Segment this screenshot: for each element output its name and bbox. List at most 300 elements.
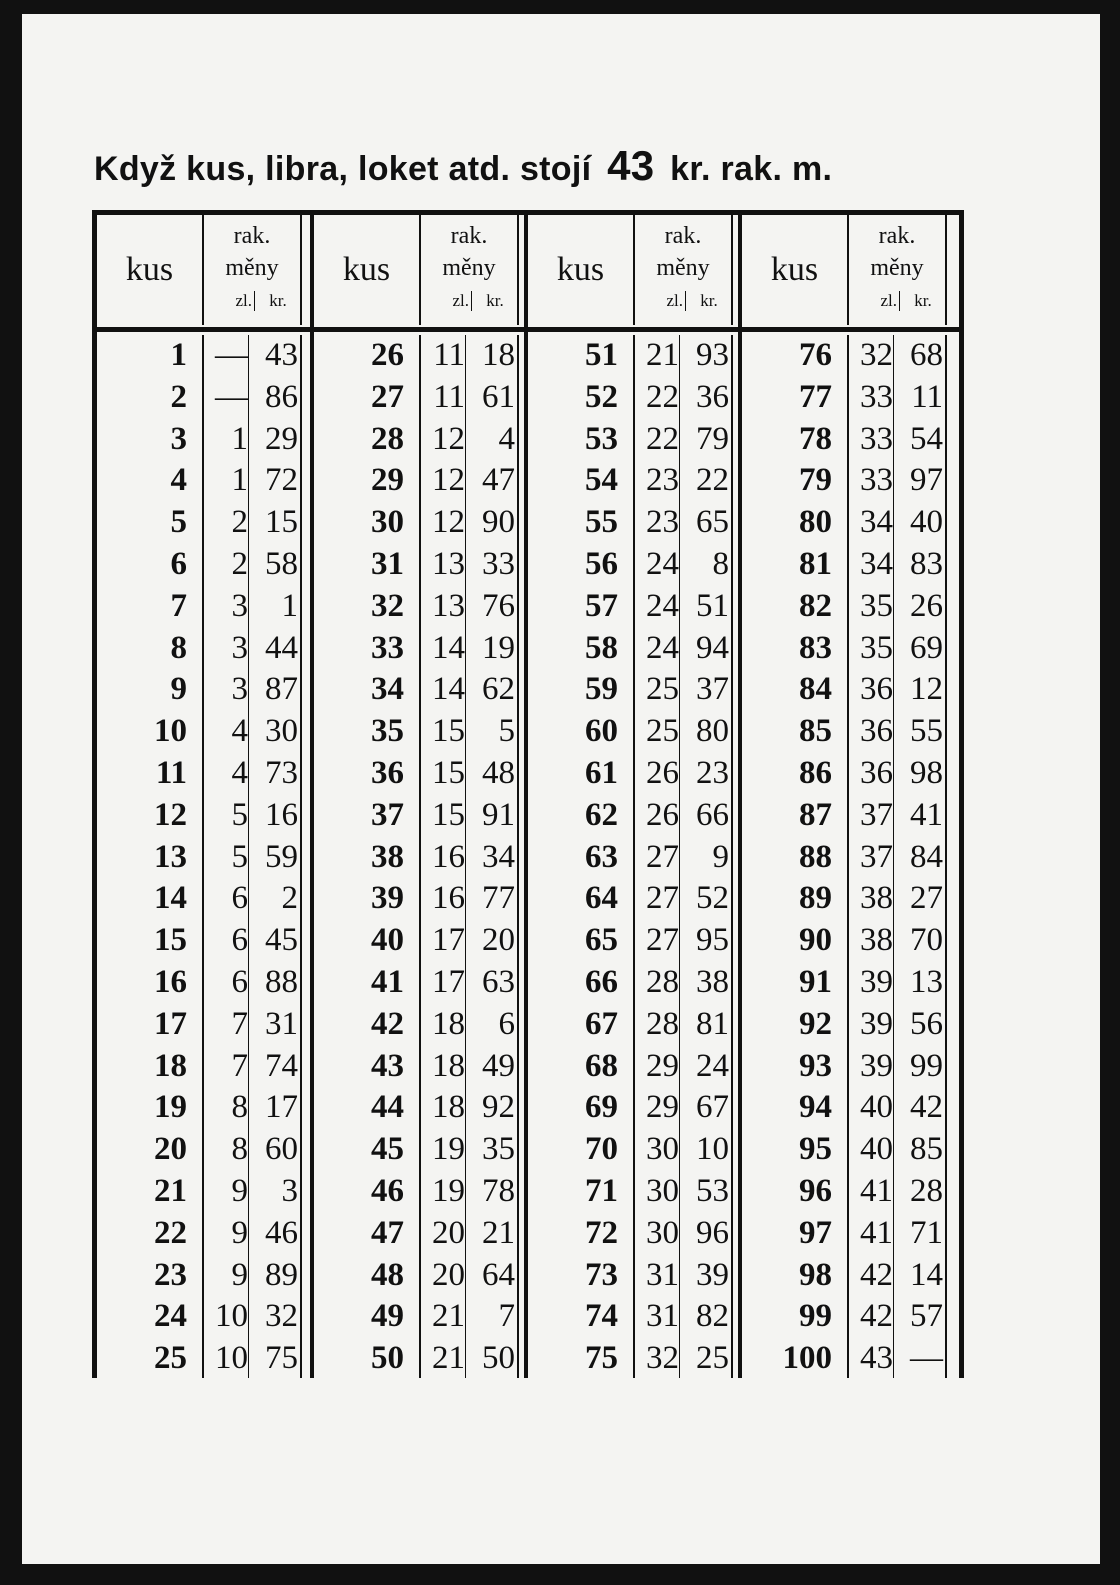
table-row (314, 1004, 528, 1046)
row-kus: 37 (371, 796, 404, 833)
row-kr: 58 (265, 545, 298, 582)
header-kr: kr. (899, 291, 946, 311)
row-kus: 77 (799, 378, 832, 415)
row-kr: 26 (910, 587, 943, 624)
title-suffix: kr. rak. m. (670, 150, 833, 188)
table-rows (528, 335, 742, 1380)
table-row (742, 1171, 963, 1213)
row-zl: 5 (231, 838, 248, 875)
header-kr: kr. (471, 291, 518, 311)
row-kr: 7 (498, 1298, 515, 1335)
table-row (742, 669, 963, 711)
table-row (314, 1296, 528, 1338)
row-kus: 11 (155, 754, 187, 791)
row-kus: 1 (170, 337, 187, 373)
table-row (742, 377, 963, 419)
row-kr: 54 (910, 420, 943, 457)
row-zl: 20 (432, 1256, 465, 1293)
table-row (528, 962, 742, 1004)
row-zl: 29 (646, 1047, 679, 1084)
row-kus: 8 (170, 629, 187, 666)
row-kus: 32 (371, 587, 404, 624)
row-kr: 18 (482, 337, 515, 373)
row-zl: 30 (646, 1172, 679, 1209)
header-zl: zl. (666, 291, 683, 310)
row-kus: 87 (799, 796, 832, 833)
row-kus: 66 (585, 963, 618, 1000)
table-row (528, 669, 742, 711)
table-row (528, 460, 742, 502)
row-kus: 90 (799, 922, 832, 959)
row-zl: 27 (646, 922, 679, 959)
row-kr: 2 (281, 880, 298, 917)
table-row (314, 1213, 528, 1255)
header-rak: rak. (450, 223, 488, 249)
row-kus: 3 (170, 420, 187, 457)
row-zl: 11 (433, 378, 465, 415)
row-zl: 19 (432, 1172, 465, 1209)
row-kus: 83 (799, 629, 832, 666)
row-zl: 32 (646, 1340, 679, 1377)
table-row (742, 1087, 963, 1129)
table-row (97, 753, 310, 795)
header-currency (847, 215, 947, 325)
row-zl: 39 (860, 1005, 893, 1042)
row-zl: 18 (432, 1005, 465, 1042)
row-kr: 1 (281, 587, 298, 624)
row-kr: 42 (910, 1089, 943, 1126)
row-kr: 78 (482, 1172, 515, 1209)
table-rows (314, 335, 528, 1380)
table-row (528, 377, 742, 419)
table-row (97, 502, 310, 544)
table-row (97, 460, 310, 502)
row-kr: 46 (265, 1214, 298, 1251)
row-kr: 51 (696, 587, 729, 624)
header-kr: kr. (254, 291, 301, 311)
table-row (528, 586, 742, 628)
row-kr: 96 (696, 1214, 729, 1251)
row-kus: 35 (371, 713, 404, 750)
row-zl: 30 (646, 1214, 679, 1251)
row-zl: 13 (432, 545, 465, 582)
row-kus: 45 (371, 1131, 404, 1168)
row-zl: 2 (231, 504, 248, 541)
row-kr: 17 (265, 1089, 298, 1126)
table-row (97, 335, 310, 377)
row-kr: 3 (281, 1172, 298, 1209)
table-row (528, 1004, 742, 1046)
row-zl: 36 (860, 754, 893, 791)
row-zl: 33 (860, 420, 893, 457)
row-kus: 75 (585, 1340, 618, 1377)
row-kus: 23 (154, 1256, 187, 1293)
row-kus: 60 (585, 713, 618, 750)
table-row (742, 878, 963, 920)
row-kr: 64 (482, 1256, 515, 1293)
row-kr: 50 (482, 1340, 515, 1377)
table-block (524, 215, 742, 1378)
row-kus: 21 (154, 1172, 187, 1209)
table-row (314, 1338, 528, 1380)
row-zl: 25 (646, 713, 679, 750)
row-zl: 22 (646, 420, 679, 457)
table-row (742, 460, 963, 502)
row-zl: — (215, 378, 248, 415)
row-kus: 13 (154, 838, 187, 875)
table-block (310, 215, 528, 1378)
row-kus: 63 (585, 838, 618, 875)
header-units (421, 291, 517, 319)
row-kr: 23 (696, 754, 729, 791)
row-zl: 36 (860, 671, 893, 708)
row-zl: 31 (646, 1256, 679, 1293)
table-row (97, 544, 310, 586)
row-kus: 20 (154, 1131, 187, 1168)
row-zl: 40 (860, 1131, 893, 1168)
table-row (314, 920, 528, 962)
row-zl: 42 (860, 1298, 893, 1335)
table-row (97, 1255, 310, 1297)
row-kus: 50 (371, 1340, 404, 1377)
table-row (742, 837, 963, 879)
row-zl: 32 (860, 337, 893, 373)
row-kus: 14 (154, 880, 187, 917)
row-kus: 24 (154, 1298, 187, 1335)
title-prefix: Když kus, libra, loket atd. stojí (94, 150, 592, 188)
header-rule (314, 327, 528, 332)
row-kr: 44 (265, 629, 298, 666)
row-kr: 85 (910, 1131, 943, 1168)
row-kus: 29 (371, 462, 404, 499)
row-kus: 47 (371, 1214, 404, 1251)
row-kr: 20 (482, 922, 515, 959)
row-zl: 29 (646, 1089, 679, 1126)
row-kr: 91 (482, 796, 515, 833)
row-kr: 9 (712, 838, 729, 875)
row-kus: 55 (585, 504, 618, 541)
row-kus: 82 (799, 587, 832, 624)
row-zl: 4 (231, 713, 248, 750)
table-row (97, 795, 310, 837)
table-row (314, 419, 528, 461)
table-row (314, 1046, 528, 1088)
row-zl: 26 (646, 754, 679, 791)
row-kr: 13 (910, 963, 943, 1000)
row-kus: 64 (585, 880, 618, 917)
row-kr: 10 (696, 1131, 729, 1168)
row-zl: 42 (860, 1256, 893, 1293)
row-kus: 97 (799, 1214, 832, 1251)
row-zl: 34 (860, 545, 893, 582)
row-zl: 40 (860, 1089, 893, 1126)
row-zl: 16 (432, 838, 465, 875)
row-kus: 70 (585, 1131, 618, 1168)
table-row (742, 962, 963, 1004)
row-kr: 69 (910, 629, 943, 666)
table-row (742, 419, 963, 461)
table-row (742, 753, 963, 795)
table-row (742, 586, 963, 628)
row-kus: 57 (585, 587, 618, 624)
table-row (742, 1129, 963, 1171)
row-kus: 84 (799, 671, 832, 708)
table-row (742, 1213, 963, 1255)
header-rule (97, 327, 310, 332)
table-row (528, 1213, 742, 1255)
row-kus: 81 (799, 545, 832, 582)
row-zl: 12 (432, 504, 465, 541)
row-kus: 34 (371, 671, 404, 708)
row-zl: 9 (231, 1214, 248, 1251)
table-row (528, 920, 742, 962)
row-kr: 33 (482, 545, 515, 582)
row-kr: 95 (696, 922, 729, 959)
row-kr: 66 (696, 796, 729, 833)
row-zl: 36 (860, 713, 893, 750)
header-zl: zl. (452, 291, 469, 310)
row-kus: 92 (799, 1005, 832, 1042)
row-kr: 89 (265, 1256, 298, 1293)
table-rows (97, 335, 310, 1380)
row-kr: 62 (482, 671, 515, 708)
row-kr: 82 (696, 1298, 729, 1335)
row-kr: 37 (696, 671, 729, 708)
row-zl: 3 (231, 629, 248, 666)
row-zl: 8 (231, 1131, 248, 1168)
row-kus: 100 (782, 1340, 832, 1377)
row-kr: 56 (910, 1005, 943, 1042)
row-zl: 7 (231, 1047, 248, 1084)
row-zl: 19 (432, 1131, 465, 1168)
row-zl: 15 (432, 796, 465, 833)
row-zl: 38 (860, 880, 893, 917)
table-row (528, 1129, 742, 1171)
header-zl: zl. (235, 291, 252, 310)
row-kr: — (910, 1340, 943, 1377)
row-zl: 10 (215, 1298, 248, 1335)
row-zl: 35 (860, 629, 893, 666)
table-rows (742, 335, 963, 1380)
row-kus: 61 (585, 754, 618, 791)
table-row (97, 920, 310, 962)
row-zl: 12 (432, 420, 465, 457)
row-kr: 19 (482, 629, 515, 666)
row-kr: 79 (696, 420, 729, 457)
table-row (97, 878, 310, 920)
row-zl: 11 (433, 337, 465, 373)
table-block (738, 215, 963, 1378)
table-row (742, 1255, 963, 1297)
row-kus: 5 (170, 504, 187, 541)
table-row (314, 962, 528, 1004)
table-row (528, 1046, 742, 1088)
row-zl: 1 (231, 462, 248, 499)
row-kus: 38 (371, 838, 404, 875)
table-row (97, 1046, 310, 1088)
row-kus: 93 (799, 1047, 832, 1084)
row-kr: 94 (696, 629, 729, 666)
row-kus: 91 (799, 963, 832, 1000)
table-row (314, 460, 528, 502)
row-kr: 98 (910, 754, 943, 791)
page-title (94, 142, 994, 202)
row-kr: 93 (696, 337, 729, 373)
row-zl: 1 (231, 420, 248, 457)
row-zl: 28 (646, 1005, 679, 1042)
row-kus: 72 (585, 1214, 618, 1251)
header-meny: měny (442, 255, 496, 281)
row-kus: 80 (799, 504, 832, 541)
table-row (742, 502, 963, 544)
row-kr: 71 (910, 1214, 943, 1251)
table-row (97, 1171, 310, 1213)
row-zl: 3 (231, 671, 248, 708)
table-row (742, 1046, 963, 1088)
row-zl: 24 (646, 545, 679, 582)
row-zl: 14 (432, 629, 465, 666)
row-zl: 22 (646, 378, 679, 415)
row-kus: 18 (154, 1047, 187, 1084)
row-kr: 75 (265, 1340, 298, 1377)
table-row (528, 878, 742, 920)
row-kus: 2 (170, 378, 187, 415)
header-kus: kus (770, 251, 819, 288)
header-kus: kus (556, 251, 605, 288)
table-row (314, 837, 528, 879)
row-zl: — (215, 337, 248, 373)
row-kus: 25 (154, 1340, 187, 1377)
table-row (314, 335, 528, 377)
table-row (742, 920, 963, 962)
price-table (92, 210, 964, 1378)
table-row (97, 711, 310, 753)
row-zl: 6 (231, 922, 248, 959)
table-row (97, 1004, 310, 1046)
row-zl: 30 (646, 1131, 679, 1168)
header-units (204, 291, 300, 319)
row-zl: 23 (646, 504, 679, 541)
table-row (97, 962, 310, 1004)
row-zl: 38 (860, 922, 893, 959)
table-row (97, 1087, 310, 1129)
row-zl: 15 (432, 713, 465, 750)
row-kr: 57 (910, 1298, 943, 1335)
row-kr: 49 (482, 1047, 515, 1084)
table-row (97, 1296, 310, 1338)
table-row (314, 544, 528, 586)
row-kus: 26 (371, 337, 404, 373)
table-row (742, 628, 963, 670)
row-kr: 34 (482, 838, 515, 875)
row-kr: 5 (498, 713, 515, 750)
row-zl: 43 (860, 1340, 893, 1377)
table-row (314, 1087, 528, 1129)
table-row (528, 335, 742, 377)
table-row (97, 1213, 310, 1255)
row-kus: 86 (799, 754, 832, 791)
table-row (528, 544, 742, 586)
table-row (314, 795, 528, 837)
table-row (314, 878, 528, 920)
row-kr: 11 (911, 378, 943, 415)
row-kus: 39 (371, 880, 404, 917)
row-zl: 33 (860, 378, 893, 415)
table-row (314, 1255, 528, 1297)
row-kr: 30 (265, 713, 298, 750)
header-rule (528, 327, 742, 332)
row-kus: 41 (371, 963, 404, 1000)
header-currency (419, 215, 519, 325)
row-kus: 78 (799, 420, 832, 457)
header-units (635, 291, 731, 319)
row-zl: 27 (646, 838, 679, 875)
row-zl: 23 (646, 462, 679, 499)
row-zl: 10 (215, 1340, 248, 1377)
row-kr: 31 (265, 1005, 298, 1042)
table-row (528, 502, 742, 544)
table-row (528, 795, 742, 837)
row-kus: 73 (585, 1256, 618, 1293)
row-kus: 94 (799, 1089, 832, 1126)
row-kus: 65 (585, 922, 618, 959)
row-kus: 95 (799, 1131, 832, 1168)
page (22, 14, 1100, 1564)
row-kr: 35 (482, 1131, 515, 1168)
row-kus: 17 (154, 1005, 187, 1042)
row-kr: 80 (696, 713, 729, 750)
row-kus: 28 (371, 420, 404, 457)
row-zl: 37 (860, 838, 893, 875)
row-zl: 25 (646, 671, 679, 708)
row-zl: 37 (860, 796, 893, 833)
row-kus: 6 (170, 545, 187, 582)
table-row (742, 1296, 963, 1338)
table-row (97, 669, 310, 711)
table-row (314, 586, 528, 628)
row-kr: 21 (482, 1214, 515, 1251)
row-kr: 72 (265, 462, 298, 499)
table-row (528, 711, 742, 753)
row-zl: 20 (432, 1214, 465, 1251)
row-kus: 96 (799, 1172, 832, 1209)
row-kus: 10 (154, 713, 187, 750)
header-zl: zl. (880, 291, 897, 310)
table-row (314, 377, 528, 419)
row-zl: 26 (646, 796, 679, 833)
row-kr: 29 (265, 420, 298, 457)
row-zl: 41 (860, 1172, 893, 1209)
row-kr: 36 (696, 378, 729, 415)
row-kr: 39 (696, 1256, 729, 1293)
row-kr: 48 (482, 754, 515, 791)
header-rule (742, 327, 963, 332)
row-zl: 27 (646, 880, 679, 917)
row-kr: 24 (696, 1047, 729, 1084)
row-kr: 86 (265, 378, 298, 415)
row-kr: 28 (910, 1172, 943, 1209)
row-kr: 83 (910, 545, 943, 582)
row-kr: 55 (910, 713, 943, 750)
row-kr: 16 (265, 796, 298, 833)
row-kr: 45 (265, 922, 298, 959)
row-kr: 73 (265, 754, 298, 791)
row-zl: 7 (231, 1005, 248, 1042)
header-kr: kr. (685, 291, 732, 311)
header-meny: měny (225, 255, 279, 281)
table-row (528, 419, 742, 461)
row-zl: 34 (860, 504, 893, 541)
